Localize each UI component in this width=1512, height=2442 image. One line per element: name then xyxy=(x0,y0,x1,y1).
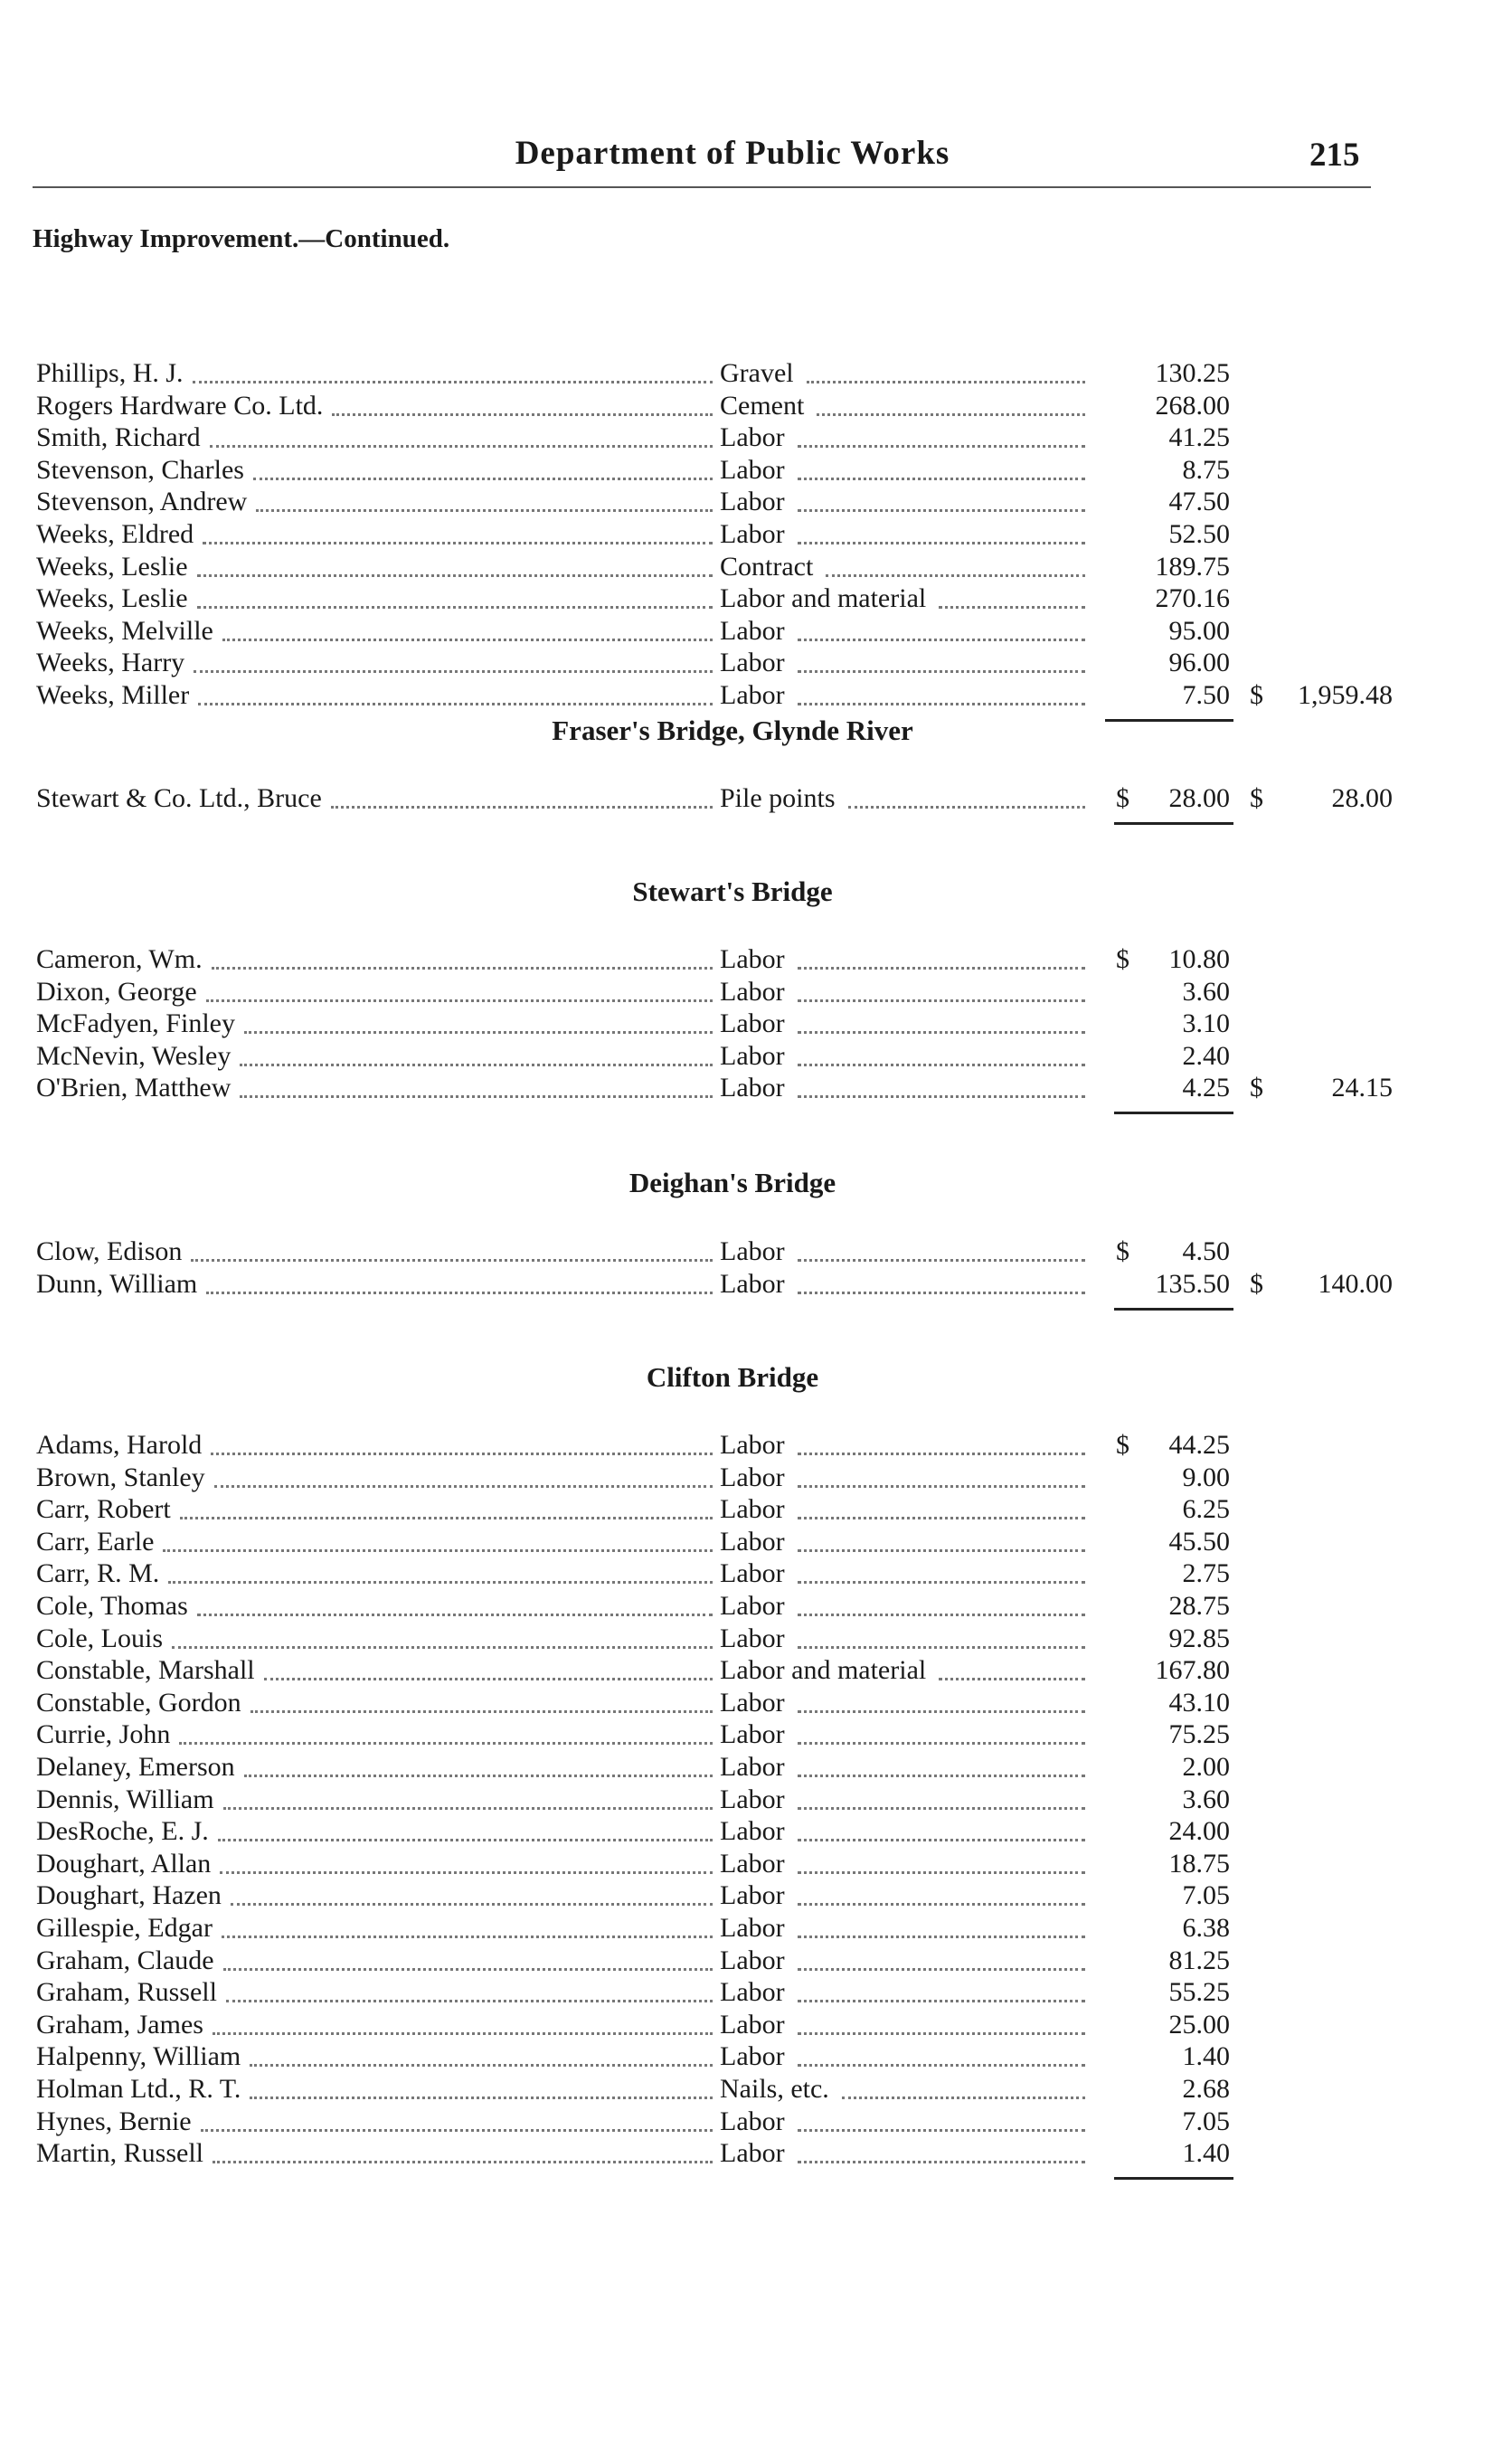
ledger-row xyxy=(0,1623,1465,1655)
dot-leader xyxy=(798,1903,1085,1906)
item-description: Labor xyxy=(720,2009,785,2040)
payee-name: Hynes, Bernie xyxy=(36,2106,192,2136)
payee-name: Constable, Marshall xyxy=(36,1655,255,1686)
dot-leader xyxy=(798,1453,1085,1455)
amount: 3.60 xyxy=(1182,976,1230,1007)
amount: 75.25 xyxy=(1168,1719,1230,1750)
dot-leader xyxy=(798,1614,1085,1616)
dot-leader xyxy=(194,670,713,673)
payee-name: Rogers Hardware Co. Ltd. xyxy=(36,390,324,421)
item-description: Labor xyxy=(720,1462,785,1492)
dot-leader xyxy=(264,1678,713,1680)
dot-leader xyxy=(798,1095,1085,1098)
amount: 7.50 xyxy=(1182,680,1230,710)
payee-name: Constable, Gordon xyxy=(36,1687,241,1718)
ledger-row xyxy=(0,582,1465,615)
amount: 96.00 xyxy=(1168,648,1230,678)
ledger-row xyxy=(0,1072,1465,1104)
amount: 167.80 xyxy=(1155,1655,1230,1686)
dot-leader xyxy=(798,1485,1085,1488)
dot-leader xyxy=(210,445,713,448)
amount: 95.00 xyxy=(1168,615,1230,646)
item-description: Labor xyxy=(720,615,785,646)
ledger-row xyxy=(0,1493,1465,1526)
item-description: Labor xyxy=(720,1687,785,1718)
dot-leader xyxy=(798,2000,1085,2002)
ledger-row xyxy=(0,390,1465,422)
dot-leader xyxy=(798,2129,1085,2132)
dot-leader xyxy=(222,1936,713,1938)
amount: 7.05 xyxy=(1182,1880,1230,1911)
ledger-row xyxy=(0,1429,1465,1462)
dot-leader xyxy=(798,639,1085,641)
payee-name: Cameron, Wm. xyxy=(36,944,203,974)
dot-leader xyxy=(798,670,1085,673)
ledger-row xyxy=(0,2009,1465,2041)
currency-symbol: $ xyxy=(1116,783,1129,813)
dot-leader xyxy=(197,606,713,609)
item-description: Gravel xyxy=(720,358,794,388)
payee-name: Stewart & Co. Ltd., Bruce xyxy=(36,783,322,813)
amount: 28.00 xyxy=(1168,783,1230,813)
payee-name: Holman Ltd., R. T. xyxy=(36,2074,241,2104)
item-description: Labor xyxy=(720,1913,785,1943)
section-title: Fraser's Bridge, Glynde River xyxy=(552,715,913,746)
dot-leader xyxy=(842,2097,1085,2099)
item-description: Labor xyxy=(720,1816,785,1847)
item-description: Labor xyxy=(720,680,785,710)
dot-leader xyxy=(798,999,1085,1002)
item-description: Labor xyxy=(720,1848,785,1879)
dot-leader xyxy=(331,806,713,809)
dot-leader xyxy=(231,1903,713,1906)
payee-name: Clow, Edison xyxy=(36,1236,183,1266)
dot-leader xyxy=(212,967,713,970)
dot-leader xyxy=(848,806,1085,809)
ledger-row xyxy=(0,1268,1465,1301)
item-description: Pile points xyxy=(720,783,836,813)
payee-name: Currie, John xyxy=(36,1719,171,1750)
dot-leader xyxy=(798,1807,1085,1810)
dot-leader xyxy=(798,542,1085,544)
amount: 18.75 xyxy=(1168,1848,1230,1879)
dot-leader xyxy=(203,542,713,544)
ledger-row xyxy=(0,2073,1465,2106)
dot-leader xyxy=(798,1031,1085,1034)
ledger-row xyxy=(0,551,1465,583)
dot-leader xyxy=(798,478,1085,480)
payee-name: Dunn, William xyxy=(36,1268,198,1299)
payee-name: McFadyen, Finley xyxy=(36,1008,235,1039)
item-description: Nails, etc. xyxy=(720,2074,829,2104)
item-description: Labor xyxy=(720,1880,785,1911)
amount: 2.75 xyxy=(1182,1558,1230,1589)
dot-leader xyxy=(253,478,713,480)
section-total: 1,959.48 xyxy=(1298,680,1393,710)
item-description: Cement xyxy=(720,390,805,421)
dot-leader xyxy=(798,2032,1085,2035)
dot-leader xyxy=(244,1031,713,1034)
ledger-row xyxy=(0,1751,1465,1784)
dot-leader xyxy=(250,2097,713,2099)
dot-leader xyxy=(798,1549,1085,1552)
dot-leader xyxy=(939,606,1085,609)
dot-leader xyxy=(201,2129,713,2132)
payee-name: Gillespie, Edgar xyxy=(36,1913,213,1943)
section-total: 28.00 xyxy=(1331,783,1393,813)
dot-leader xyxy=(163,1549,713,1552)
amount: 9.00 xyxy=(1182,1462,1230,1492)
amount: 41.25 xyxy=(1168,422,1230,453)
amount: 45.50 xyxy=(1168,1526,1230,1557)
ledger-row xyxy=(0,1879,1465,1912)
dot-leader xyxy=(179,1742,713,1745)
amount: 2.68 xyxy=(1182,2074,1230,2104)
dot-leader xyxy=(240,1064,713,1066)
continued-heading: Highway Improvement.—Continued. xyxy=(33,224,450,253)
dot-leader xyxy=(213,2032,713,2035)
amount: 135.50 xyxy=(1155,1268,1230,1299)
ledger-row xyxy=(0,518,1465,551)
dot-leader xyxy=(206,1292,713,1294)
payee-name: Dennis, William xyxy=(36,1784,214,1814)
amount: 2.00 xyxy=(1182,1752,1230,1782)
dot-leader xyxy=(222,639,713,641)
payee-name: Doughart, Allan xyxy=(36,1848,212,1879)
payee-name: Weeks, Miller xyxy=(36,680,190,710)
dot-leader xyxy=(826,574,1085,577)
amount: 55.25 xyxy=(1168,1977,1230,2008)
amount: 2.40 xyxy=(1182,1040,1230,1071)
amount: 189.75 xyxy=(1155,551,1230,582)
ledger-row xyxy=(0,782,1465,815)
ledger-row xyxy=(0,2137,1465,2170)
dot-leader xyxy=(180,1517,713,1519)
amount: 52.50 xyxy=(1168,519,1230,549)
payee-name: Smith, Richard xyxy=(36,422,201,453)
dot-leader xyxy=(798,1968,1085,1971)
item-description: Labor xyxy=(720,1236,785,1266)
payee-name: Carr, Robert xyxy=(36,1494,171,1525)
amount: 6.25 xyxy=(1182,1494,1230,1525)
item-description: Labor xyxy=(720,1623,785,1653)
item-description: Labor xyxy=(720,1977,785,2008)
ledger-row xyxy=(0,1526,1465,1558)
dot-leader xyxy=(256,509,713,512)
amount: 44.25 xyxy=(1168,1430,1230,1460)
ledger-row xyxy=(0,1976,1465,2009)
ledger-row xyxy=(0,1848,1465,1880)
dot-leader xyxy=(798,2161,1085,2163)
item-description: Labor xyxy=(720,1040,785,1071)
section-total: 24.15 xyxy=(1331,1073,1393,1103)
item-description: Labor xyxy=(720,1268,785,1299)
dot-leader xyxy=(226,2000,713,2002)
ledger-row xyxy=(0,1557,1465,1590)
dot-leader xyxy=(798,1292,1085,1294)
item-description: Labor xyxy=(720,944,785,974)
amount: 25.00 xyxy=(1168,2009,1230,2040)
dot-leader xyxy=(220,1871,713,1874)
payee-name: Graham, Russell xyxy=(36,1977,217,2008)
dot-leader xyxy=(168,1581,713,1584)
dot-leader xyxy=(798,1936,1085,1938)
ledger-row xyxy=(0,1462,1465,1494)
sum-rule xyxy=(1114,2177,1233,2180)
total-currency-symbol: $ xyxy=(1250,783,1263,813)
payee-name: Cole, Thomas xyxy=(36,1591,188,1621)
item-description: Labor xyxy=(720,648,785,678)
item-description: Labor xyxy=(720,2106,785,2136)
amount: 1.40 xyxy=(1182,2041,1230,2072)
dot-leader xyxy=(817,413,1085,416)
payee-name: Adams, Harold xyxy=(36,1430,203,1460)
dot-leader xyxy=(798,1517,1085,1519)
payee-name: Martin, Russell xyxy=(36,2138,203,2169)
payee-name: Delaney, Emerson xyxy=(36,1752,235,1782)
dot-leader xyxy=(798,445,1085,448)
item-description: Labor xyxy=(720,1719,785,1750)
amount: 24.00 xyxy=(1168,1816,1230,1847)
currency-symbol: $ xyxy=(1116,1236,1129,1266)
ledger-row xyxy=(0,615,1465,648)
sum-rule xyxy=(1114,822,1233,825)
dot-leader xyxy=(214,1485,713,1488)
amount: 81.25 xyxy=(1168,1945,1230,1975)
ledger-row xyxy=(0,421,1465,454)
payee-name: Weeks, Leslie xyxy=(36,583,188,614)
dot-leader xyxy=(798,703,1085,705)
payee-name: Stevenson, Charles xyxy=(36,454,244,485)
amount: 28.75 xyxy=(1168,1591,1230,1621)
header-rule xyxy=(33,186,1371,188)
dot-leader xyxy=(198,703,713,705)
item-description: Labor xyxy=(720,2138,785,2169)
payee-name: Phillips, H. J. xyxy=(36,358,184,388)
amount: 92.85 xyxy=(1168,1623,1230,1653)
ledger-row xyxy=(0,1040,1465,1073)
payee-name: Carr, R. M. xyxy=(36,1558,160,1589)
dot-leader xyxy=(798,1775,1085,1777)
amount: 3.60 xyxy=(1182,1784,1230,1814)
dot-leader xyxy=(798,1064,1085,1066)
item-description: Labor xyxy=(720,454,785,485)
item-description: Labor xyxy=(720,1945,785,1975)
page-title: Department of Public Works xyxy=(515,135,950,172)
ledger-row xyxy=(0,1718,1465,1751)
dot-leader xyxy=(193,381,713,383)
section-title: Clifton Bridge xyxy=(646,1361,819,1393)
payee-name: Weeks, Harry xyxy=(36,648,185,678)
dot-leader xyxy=(197,574,713,577)
ledger-row xyxy=(0,1912,1465,1945)
dot-leader xyxy=(798,1581,1085,1584)
payee-name: DesRoche, E. J. xyxy=(36,1816,209,1847)
payee-name: Carr, Earle xyxy=(36,1526,155,1557)
payee-name: Halpenny, William xyxy=(36,2041,241,2072)
payee-name: Stevenson, Andrew xyxy=(36,487,248,517)
dot-leader xyxy=(798,1742,1085,1745)
dot-leader xyxy=(798,1839,1085,1841)
ledger-row xyxy=(0,1687,1465,1719)
payee-name: Dixon, George xyxy=(36,976,197,1007)
dot-leader xyxy=(191,1259,713,1262)
total-currency-symbol: $ xyxy=(1250,680,1263,710)
payee-name: McNevin, Wesley xyxy=(36,1040,232,1071)
ledger-row xyxy=(0,647,1465,679)
ledger-row xyxy=(0,1945,1465,1977)
amount: 8.75 xyxy=(1182,454,1230,485)
item-description: Labor xyxy=(720,1073,785,1103)
dot-leader xyxy=(798,967,1085,970)
ledger-row xyxy=(0,2040,1465,2073)
dot-leader xyxy=(939,1678,1085,1680)
section-total: 140.00 xyxy=(1318,1268,1393,1299)
amount: 7.05 xyxy=(1182,2106,1230,2136)
payee-name: Brown, Stanley xyxy=(36,1462,205,1492)
amount: 10.80 xyxy=(1168,944,1230,974)
dot-leader xyxy=(240,1095,713,1098)
payee-name: Weeks, Eldred xyxy=(36,519,194,549)
amount: 268.00 xyxy=(1155,390,1230,421)
ledger-row xyxy=(0,357,1465,390)
payee-name: O'Brien, Matthew xyxy=(36,1073,232,1103)
ledger-row xyxy=(0,1784,1465,1816)
payee-name: Weeks, Melville xyxy=(36,615,213,646)
amount: 270.16 xyxy=(1155,583,1230,614)
total-currency-symbol: $ xyxy=(1250,1073,1263,1103)
payee-name: Doughart, Hazen xyxy=(36,1880,222,1911)
payee-name: Graham, Claude xyxy=(36,1945,214,1975)
dot-leader xyxy=(223,1807,713,1810)
item-description: Labor xyxy=(720,422,785,453)
item-description: Labor and material xyxy=(720,583,927,614)
dot-leader xyxy=(244,1775,713,1777)
item-description: Labor xyxy=(720,1008,785,1039)
item-description: Labor xyxy=(720,519,785,549)
dot-leader xyxy=(197,1614,713,1616)
amount: 4.50 xyxy=(1182,1236,1230,1266)
currency-symbol: $ xyxy=(1116,1430,1129,1460)
section-title: Deighan's Bridge xyxy=(628,1167,836,1198)
item-description: Labor xyxy=(720,976,785,1007)
ledger-row xyxy=(0,454,1465,487)
item-description: Labor xyxy=(720,1430,785,1460)
item-description: Labor xyxy=(720,487,785,517)
dot-leader xyxy=(798,1871,1085,1874)
amount: 43.10 xyxy=(1168,1687,1230,1718)
amount: 1.40 xyxy=(1182,2138,1230,2169)
ledger-row xyxy=(0,2106,1465,2138)
item-description: Labor xyxy=(720,1752,785,1782)
dot-leader xyxy=(250,2064,713,2067)
item-description: Labor and material xyxy=(720,1655,927,1686)
dot-leader xyxy=(223,1968,713,1971)
amount: 4.25 xyxy=(1182,1073,1230,1103)
item-description: Labor xyxy=(720,1526,785,1557)
ledger-row xyxy=(0,1235,1465,1268)
amount: 6.38 xyxy=(1182,1913,1230,1943)
ledger-row xyxy=(0,486,1465,518)
dot-leader xyxy=(798,1710,1085,1713)
currency-symbol: $ xyxy=(1116,944,1129,974)
dot-leader xyxy=(332,413,713,416)
sum-rule xyxy=(1114,1112,1233,1114)
payee-name: Cole, Louis xyxy=(36,1623,163,1653)
ledger-row xyxy=(0,679,1465,712)
item-description: Labor xyxy=(720,1784,785,1814)
amount: 130.25 xyxy=(1155,358,1230,388)
dot-leader xyxy=(798,509,1085,512)
dot-leader xyxy=(250,1710,713,1713)
ledger-row xyxy=(0,976,1465,1008)
sum-rule xyxy=(1114,1308,1233,1311)
amount: 3.10 xyxy=(1182,1008,1230,1039)
dot-leader xyxy=(807,381,1085,383)
total-currency-symbol: $ xyxy=(1250,1268,1263,1299)
page-number: 215 xyxy=(1309,137,1360,174)
item-description: Labor xyxy=(720,1558,785,1589)
item-description: Labor xyxy=(720,1494,785,1525)
ledger-row xyxy=(0,1590,1465,1623)
amount: 47.50 xyxy=(1168,487,1230,517)
ledger-row xyxy=(0,1008,1465,1040)
ledger-row xyxy=(0,1815,1465,1848)
dot-leader xyxy=(172,1646,713,1649)
payee-name: Graham, James xyxy=(36,2009,203,2040)
item-description: Labor xyxy=(720,2041,785,2072)
dot-leader xyxy=(798,2064,1085,2067)
dot-leader xyxy=(798,1646,1085,1649)
ledger-row xyxy=(0,1654,1465,1687)
ledger-row xyxy=(0,943,1465,976)
dot-leader xyxy=(206,999,713,1002)
item-description: Labor xyxy=(720,1591,785,1621)
payee-name: Weeks, Leslie xyxy=(36,551,188,582)
item-description: Contract xyxy=(720,551,814,582)
section-title: Stewart's Bridge xyxy=(632,876,833,907)
dot-leader xyxy=(798,1259,1085,1262)
dot-leader xyxy=(213,2161,713,2163)
dot-leader xyxy=(218,1839,713,1841)
dot-leader xyxy=(211,1453,713,1455)
